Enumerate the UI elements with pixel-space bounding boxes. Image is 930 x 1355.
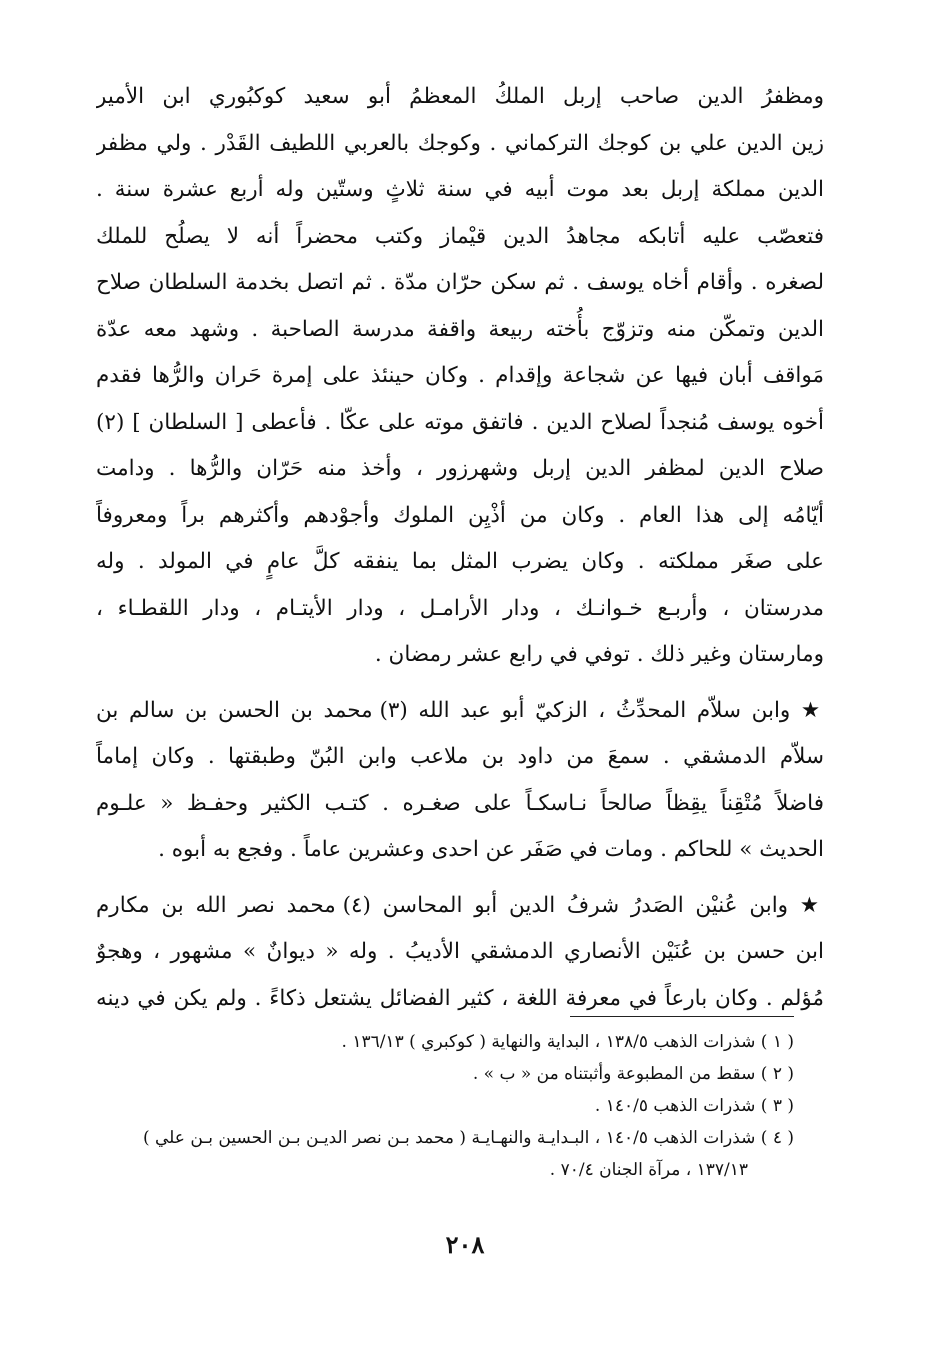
text-line: مُؤلم . وكان بارعاً في معرفة اللغة ، كثير الفضائل يشتعل ذكاءً . ولم يكن في دينه [96,985,824,1011]
text-line: زين الدين علي بن كوجك التركماني . وكوجك بالعربي اللطيف القَدْر . ولي مظفر [96,130,824,156]
text-line: أخوه يوسف مُنجداً لصلاح الدين . فاتفق موته على عكّا . فأعطى [ السلطان ] (٢) [96,409,824,435]
footnote-4: ( ٤ ) شذرات الذهب ١٤٠/٥ ، البـدايـة والنهـايـة ( محمد بـن نصر الديـن بـن الحسين بـن علي ) [142,1128,794,1148]
text-line: مدرستان ، وأربـع خـوانـك ، ودار الأرامـل ، ودار الأيتـام ، ودار اللقطـاء ، [96,595,824,621]
footnotes [96,1026,794,1186]
text-line: ابن حسن بن عُنَيْن الأنصاري الدمشقي الأديبُ . وله « ديوانٌ » مشهور ، وهجوٌ [96,939,824,964]
page-number: ٢٠٨ [445,1230,485,1259]
text-line: لصغره . وأقام أخاه يوسف . ثم سكن حرّان مدّة . ثم اتصل بخدمة السلطان صلاح [96,270,824,295]
text-line: مَواقف أبان فيها عن شجاعة وإقدام . وكان حينئذ على إمرة حَران والرُّها فقدم [96,363,824,388]
paragraph-ibn-sallam [96,688,824,874]
text-line: سلاّم الدمشقي . سمعَ من داود بن ملاعب وابن البُنّ وطبقتها . وكان إماماً [96,744,824,769]
text-line: الدين مملكة إربل بعد موت أبيه في سنة ثلاثٍ وستّين وله أربع عشرة سنة . [96,177,824,202]
text-line: على صغَر مملكته . وكان يضرب المثل بما ينفقه كلَّ عامٍ في المولد . وله [96,549,824,574]
text-line: الحديث » للحاكم . ومات في صَفَر عن احدى وعشرين عاماً . وفجع به أبوه . [158,837,824,862]
footnote-3: ( ٣ ) شذرات الذهب ١٤٠/٥ . [594,1096,794,1116]
text-line: ومظفرُ الدين صاحب إربل الملكُ المعظمُ أبو سعيد كوكبُوري ابن الأمير [96,84,824,109]
text-line: ★ وابن عُنيْن الصَدرُ شرفُ الدين أبو المحاسن (٤) محمد نصر الله بن مكارم [96,892,824,918]
text-line: فتعصّب عليه أتابكه مجاهدُ الدين قيْماز وكتب محضراً أنه لا يصلُح للملك [96,223,824,249]
text-line: أيّامُه إلى هذا العام . وكان من أذْيِن الملوك وأجوْدهم وأكثرهم براً ومعروفاً [96,502,824,528]
text-line: فاضلاً مُتْقِناً يقِظاً صالحاً نـاسكـاً على صغـره . كتـب الكثير وحفـظ « علـوم [96,790,824,816]
text-line: ★ وابن سلاّم المحدِّثُ ، الزكيّ أبو عبد الله (٣) محمد بن الحسن بن سالم بن [96,697,824,723]
text-line: الدين وتمكّن منه وتزوّج بأُخته ربيعة واقفة مدرسة الصاحبة . وشهد معه عدّة [96,316,824,342]
footnote-4-continuation: ١٣٧/١٣ ، مرآة الجنان ٧٠/٤ . [549,1160,748,1180]
footnote-1: ( ١ ) شذرات الذهب ١٣٨/٥ ، البداية والنهاية ( كوكبري ) ١٣٦/١٣ . [341,1032,794,1052]
main-text [96,74,824,1022]
footnote-divider [570,1016,794,1017]
paragraph-ibn-unayn [96,883,824,1023]
paragraph-muzaffar-al-din [96,74,824,679]
footnote-2: ( ٢ ) سقط من المطبوعة وأثبتناه من « ب » . [472,1064,794,1084]
text-line: صلاح الدين لمظفر الدين إربل وشهرزور ، وأخذ منه حَرّان والرُّها . ودامت [96,456,824,481]
text-line: ومارستان وغير ذلك . توفي في رابع عشر رمضان . [374,642,824,667]
